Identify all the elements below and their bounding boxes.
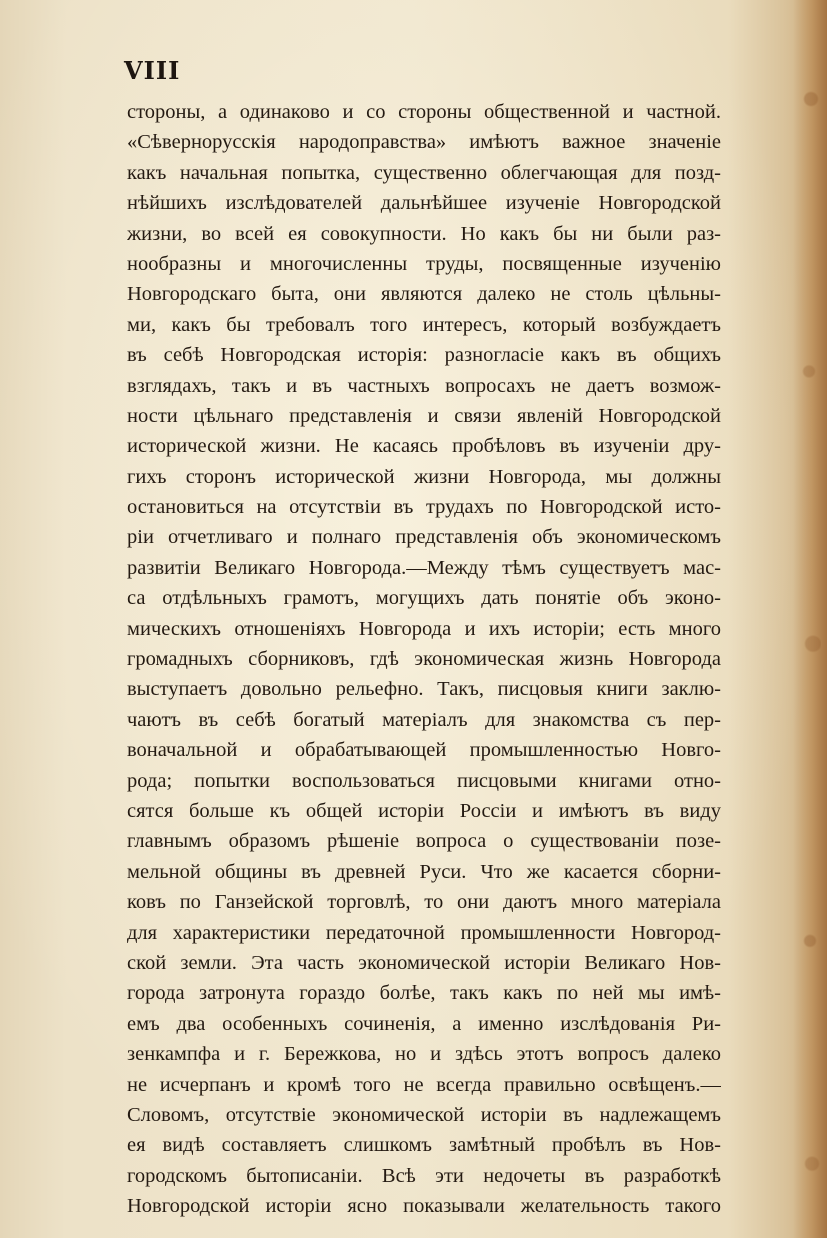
text-line: чаютъ въ себѣ богатый матеріалъ для знакомства съ пер-	[127, 708, 721, 731]
text-line: городскомъ бытописаніи. Всѣ эти недочеты въ разработкѣ	[127, 1164, 721, 1187]
text-line: мельной общины въ древней Руси. Что же касается сборни-	[127, 860, 721, 883]
text-line: мическихъ отношеніяхъ Новгорода и ихъ исторіи; есть много	[127, 617, 721, 640]
text-line: ской земли. Эта часть экономической исторіи Великаго Нов-	[127, 951, 721, 974]
text-line: Новгородской исторіи ясно показывали желательность такого	[127, 1195, 721, 1218]
text-line: ми, какъ бы требовалъ того интересъ, который возбуждаетъ	[127, 313, 721, 336]
text-line: зенкампфа и г. Бережкова, но и здѣсь этотъ вопросъ далеко	[127, 1043, 721, 1066]
page-number: VIII	[124, 56, 181, 85]
text-line: взглядахъ, такъ и въ частныхъ вопросахъ не даетъ возмож-	[127, 374, 721, 397]
text-line: ности цѣльнаго представленія и связи явленій Новгородской	[127, 404, 721, 427]
text-line: нѣйшихъ изслѣдователей дальнѣйшее изученіе Новгородской	[127, 192, 721, 215]
text-line: Новгородскаго быта, они являются далеко не столь цѣльны-	[127, 283, 721, 306]
text-line: исторической жизни. Не касаясь пробѣловъ въ изученіи дру-	[127, 435, 721, 458]
text-line: въ себѣ Новгородская исторія: разногласіе какъ въ общихъ	[127, 344, 721, 367]
text-line: Словомъ, отсутствіе экономической исторіи въ надлежащемъ	[127, 1103, 721, 1126]
body-text	[127, 97, 721, 1221]
text-line: громадныхъ сборниковъ, гдѣ экономическая жизнь Новгорода	[127, 648, 721, 671]
text-line: гихъ сторонъ исторической жизни Новгорода, мы должны	[127, 465, 721, 488]
text-line: нообразны и многочисленны труды, посвященные изученію	[127, 252, 721, 275]
page-edge-foxing	[801, 0, 821, 1238]
text-line: главнымъ образомъ рѣшеніе вопроса о существованіи позе-	[127, 830, 721, 853]
text-line: для характеристики передаточной промышленности Новгород-	[127, 921, 721, 944]
text-line: сятся больше къ общей исторіи Россіи и имѣютъ въ виду	[127, 799, 721, 822]
text-line: рода; попытки воспользоваться писцовыми книгами отно-	[127, 769, 721, 792]
text-line: «Сѣвернорусскія народоправства» имѣютъ важное значеніе	[127, 131, 721, 154]
text-line: емъ два особенныхъ сочиненія, а именно изслѣдованія Ри-	[127, 1012, 721, 1035]
text-line: города затронута гораздо болѣе, такъ какъ по ней мы имѣ-	[127, 982, 721, 1005]
text-line: са отдѣльныхъ грамотъ, могущихъ дать понятіе объ эконо-	[127, 587, 721, 610]
text-line: ея видѣ составляетъ слишкомъ замѣтный пробѣлъ въ Нов-	[127, 1134, 721, 1157]
text-line: остановиться на отсутствіи въ трудахъ по Новгородской исто-	[127, 496, 721, 519]
text-line: не исчерпанъ и кромѣ того не всегда правильно освѣщенъ.—	[127, 1073, 721, 1096]
text-line: стороны, а одинаково и со стороны общественной и частной.	[127, 101, 721, 123]
text-line: ковъ по Ганзейской торговлѣ, то они даютъ много матеріала	[127, 891, 721, 914]
text-line: развитіи Великаго Новгорода.—Между тѣмъ существуетъ мас-	[127, 556, 721, 579]
text-line: ріи отчетливаго и полнаго представленія объ экономическомъ	[127, 526, 721, 549]
text-line: воначальной и обрабатывающей промышленностью Новго-	[127, 739, 721, 762]
text-line: выступаетъ довольно рельефно. Такъ, писцовыя книги заклю-	[127, 678, 721, 701]
text-line: какъ начальная попытка, существенно облегчающая для позд-	[127, 161, 721, 184]
text-line: жизни, во всей ея совокупности. Но какъ бы ни были раз-	[127, 222, 721, 245]
